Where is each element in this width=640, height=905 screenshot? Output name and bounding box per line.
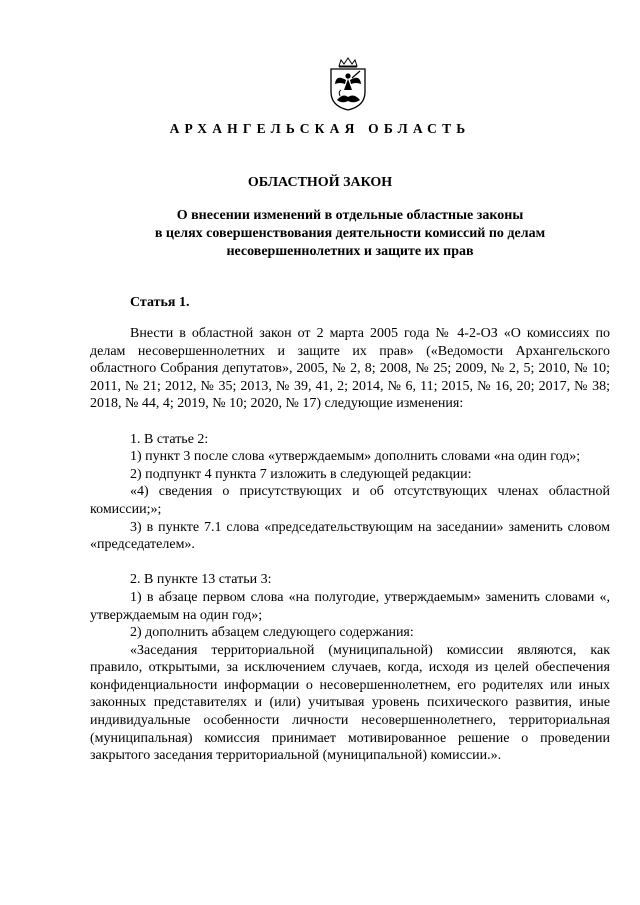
law-type-heading: ОБЛАСТНОЙ ЗАКОН: [247, 175, 393, 190]
paragraph: 1. В статье 2:: [130, 431, 209, 447]
paragraph: «Заседания территориальной (муниципальной) комиссии являются, как правило, открытыми, за исключением случаев, когда, исходя из целей обеспечения конфиденциальности информации о несовершеннолетнем, его родителях или иных законных представителях и (или) учитывая уровень психического развития, иные индивидуальные особенности личности несовершеннолетнего, территориальная (муниципальная) комиссия принимает мотивированное решение о проведении закрытого заседания территориальной (муниципальной) комиссии.».: [90, 642, 610, 764]
article-body: [90, 325, 610, 765]
region-name: АРХАНГЕЛЬСКАЯ ОБЛАСТЬ: [169, 121, 471, 136]
law-title-line: несовершеннолетних и защите их прав: [226, 244, 474, 259]
paragraph: 1) в абзаце первом слова «на полугодие, утверждаемым» заменить словами «, утверждаемым на один год»;: [90, 589, 610, 623]
paragraph: 2) подпункт 4 пункта 7 изложить в следующей редакции:: [130, 466, 472, 482]
law-title-line: в целях совершенствования деятельности комиссий по делам: [154, 226, 546, 241]
paragraph: 2. В пункте 13 статьи 3:: [130, 572, 272, 588]
paragraph: 3) в пункте 7.1 слова «председательствующим на заседании» заменить словом «председателем».: [90, 519, 610, 553]
paragraph-gap: [90, 554, 610, 572]
law-title: [110, 207, 590, 261]
paragraph: «4) сведения о присутствующих и об отсутствующих членах областной комиссии;»;: [90, 484, 610, 517]
coat-of-arms-emblem: [327, 56, 369, 112]
paragraph-gap: [90, 413, 610, 431]
paragraph: Внести в областной закон от 2 марта 2005 года № 4-2-ОЗ «О комиссиях по делам несовершеннолетних и защите их прав» («Ведомости Архангельского областного Собрания депутатов», 2005, № 2, 8; 2008, № 25; 2009, № 2, 5; 2010, № 10; 2011, № 21; 2012, № 35; 2013, № 39, 41, 2; 2014, № 6, 11; 2015, № 16, 20; 2017, № 38; 2018, № 44, 4; 2019, № 10; 2020, № 17) следующие изменения:: [90, 326, 610, 412]
paragraph: 1) пункт 3 после слова «утверждаемым» дополнить словами «на один год»;: [130, 449, 581, 465]
article-heading: Статья 1.: [130, 295, 190, 310]
paragraph: 2) дополнить абзацем следующего содержания:: [130, 625, 414, 641]
law-title-line: О внесении изменений в отдельные областные законы: [176, 208, 524, 223]
